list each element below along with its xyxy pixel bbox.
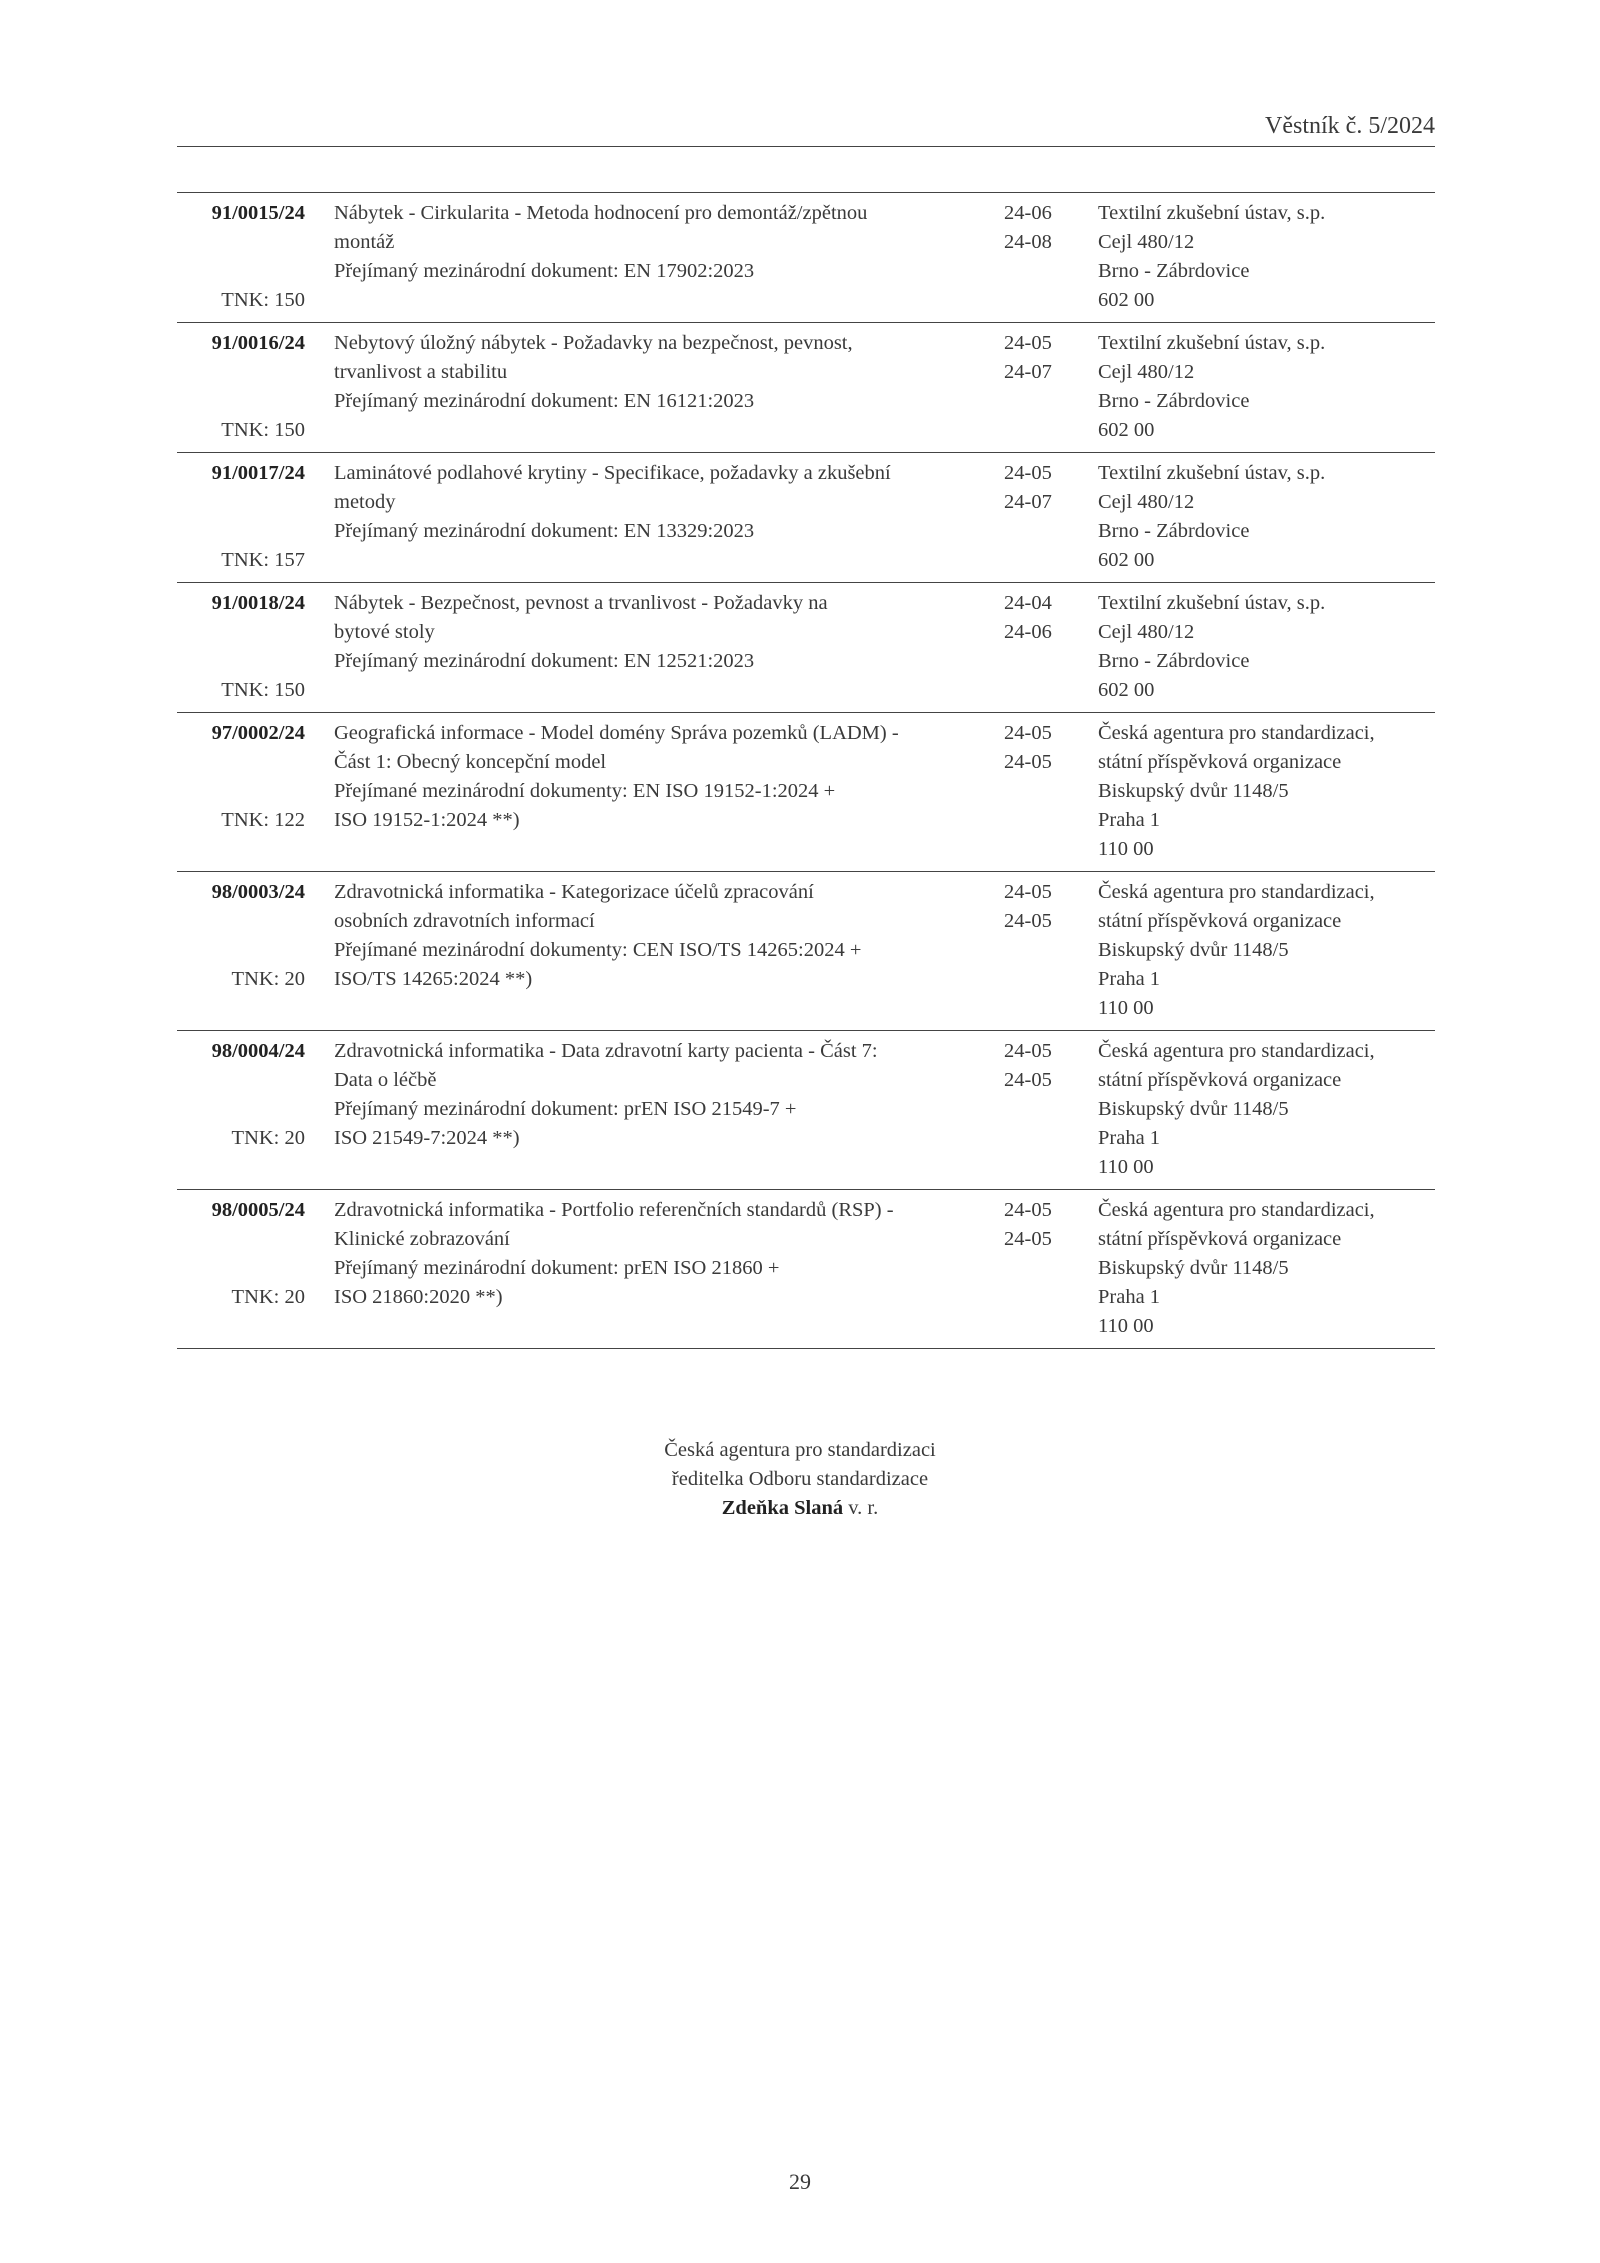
description-cell (334, 459, 999, 575)
address-line: Cejl 480/12 (1098, 491, 1195, 513)
tnk-label: TNK: 150 (221, 679, 305, 701)
tnk-label: TNK: 157 (221, 549, 305, 571)
signature-block (0, 1436, 1600, 1523)
dates-cell (1004, 589, 1064, 647)
address-line: Česká agentura pro standardizaci, (1098, 722, 1375, 744)
description-line: Část 1: Obecný koncepční model (334, 751, 607, 773)
description-line: Přejímaný mezinárodní dokument: prEN ISO 21860 + (334, 1257, 780, 1279)
description-cell (334, 719, 999, 864)
code-cell (177, 589, 305, 705)
address-line: Brno - Zábrdovice (1098, 260, 1250, 282)
description-line: Klinické zobrazování (334, 1228, 510, 1250)
address-line: Česká agentura pro standardizaci, (1098, 1199, 1375, 1221)
dates-cell (1004, 1196, 1064, 1254)
date-value: 24-06 (1004, 621, 1052, 643)
address-line: Brno - Zábrdovice (1098, 520, 1250, 542)
address-line: Praha 1 (1098, 1127, 1161, 1149)
address-line: Textilní zkušební ústav, s.p. (1098, 202, 1326, 224)
address-line: Praha 1 (1098, 809, 1161, 831)
code-cell (177, 329, 305, 445)
address-line: Textilní zkušební ústav, s.p. (1098, 592, 1326, 614)
description-line: Přejímaný mezinárodní dokument: EN 13329:2023 (334, 520, 755, 542)
code-cell (177, 459, 305, 575)
description-line: osobních zdravotních informací (334, 910, 595, 932)
date-value: 24-05 (1004, 751, 1052, 773)
signature-name: Zdeňka Slaná (721, 1497, 844, 1519)
description-line: Nábytek - Bezpečnost, pevnost a trvanlivost - Požadavky na (334, 592, 828, 614)
description-line: Přejímaný mezinárodní dokument: prEN ISO 21549-7 + (334, 1098, 797, 1120)
description-line: Přejímaný mezinárodní dokument: EN 16121:2023 (334, 390, 755, 412)
table-row (177, 1190, 1435, 1349)
address-line: Textilní zkušební ústav, s.p. (1098, 332, 1326, 354)
standard-code: 91/0015/24 (211, 202, 305, 224)
dates-cell (1004, 199, 1064, 257)
standard-code: 97/0002/24 (211, 722, 305, 744)
address-cell (1098, 1037, 1438, 1182)
dates-cell (1004, 719, 1064, 777)
date-value: 24-05 (1004, 881, 1052, 903)
description-line: Data o léčbě (334, 1069, 437, 1091)
date-value: 24-05 (1004, 332, 1052, 354)
address-cell (1098, 199, 1438, 315)
page-number: 29 (789, 2169, 811, 2194)
code-cell (177, 878, 305, 1023)
tnk-label: TNK: 20 (231, 1286, 305, 1308)
tnk-label: TNK: 122 (221, 809, 305, 831)
date-value: 24-05 (1004, 1228, 1052, 1250)
description-cell (334, 199, 999, 315)
address-line: Cejl 480/12 (1098, 621, 1195, 643)
address-line: Biskupský dvůr 1148/5 (1098, 1257, 1289, 1279)
description-line: Zdravotnická informatika - Data zdravotní karty pacienta - Část 7: (334, 1040, 878, 1062)
tnk-label: TNK: 150 (221, 289, 305, 311)
standard-code: 98/0004/24 (211, 1040, 305, 1062)
standards-table (177, 192, 1435, 1349)
table-row (177, 872, 1435, 1031)
address-line: státní příspěvková organizace (1098, 751, 1342, 773)
description-line: montáž (334, 231, 395, 253)
table-row (177, 1031, 1435, 1190)
address-line: 110 00 (1098, 997, 1154, 1019)
description-cell (334, 1037, 999, 1182)
date-value: 24-05 (1004, 1199, 1052, 1221)
address-line: státní příspěvková organizace (1098, 1069, 1342, 1091)
description-line: Přejímané mezinárodní dokumenty: CEN ISO/TS 14265:2024 + (334, 939, 862, 961)
address-line: 602 00 (1098, 289, 1155, 311)
address-line: státní příspěvková organizace (1098, 1228, 1342, 1250)
description-line: Nábytek - Cirkularita - Metoda hodnocení pro demontáž/zpětnou (334, 202, 868, 224)
address-cell (1098, 878, 1438, 1023)
date-value: 24-05 (1004, 722, 1052, 744)
code-cell (177, 719, 305, 864)
standard-code: 91/0016/24 (211, 332, 305, 354)
standard-code: 98/0003/24 (211, 881, 305, 903)
description-line: bytové stoly (334, 621, 435, 643)
address-cell (1098, 589, 1438, 705)
description-line: ISO 21549-7:2024 **) (334, 1127, 520, 1149)
description-line: Zdravotnická informatika - Kategorizace účelů zpracování (334, 881, 814, 903)
standard-code: 98/0005/24 (211, 1199, 305, 1221)
table-row (177, 323, 1435, 453)
description-line: Zdravotnická informatika - Portfolio referenčních standardů (RSP) - (334, 1199, 894, 1221)
signature-org: Česká agentura pro standardizaci (664, 1439, 936, 1461)
tnk-label: TNK: 20 (231, 968, 305, 990)
table-row (177, 453, 1435, 583)
date-value: 24-08 (1004, 231, 1052, 253)
address-line: 110 00 (1098, 1156, 1154, 1178)
address-line: Biskupský dvůr 1148/5 (1098, 939, 1289, 961)
signature-suffix: v. r. (843, 1497, 879, 1519)
standard-code: 91/0017/24 (211, 462, 305, 484)
address-line: Brno - Zábrdovice (1098, 650, 1250, 672)
date-value: 24-05 (1004, 1040, 1052, 1062)
dates-cell (1004, 1037, 1064, 1095)
address-cell (1098, 459, 1438, 575)
address-line: Cejl 480/12 (1098, 231, 1195, 253)
code-cell (177, 1196, 305, 1341)
address-line: 110 00 (1098, 1315, 1154, 1337)
address-line: 602 00 (1098, 419, 1155, 441)
address-cell (1098, 329, 1438, 445)
address-line: 602 00 (1098, 549, 1155, 571)
description-line: Přejímané mezinárodní dokumenty: EN ISO 19152-1:2024 + (334, 780, 836, 802)
address-line: Textilní zkušební ústav, s.p. (1098, 462, 1326, 484)
address-line: Česká agentura pro standardizaci, (1098, 881, 1375, 903)
bulletin-title: Věstník č. 5/2024 (1265, 113, 1435, 139)
address-line: Praha 1 (1098, 1286, 1161, 1308)
description-cell (334, 1196, 999, 1341)
standard-code: 91/0018/24 (211, 592, 305, 614)
address-line: Biskupský dvůr 1148/5 (1098, 780, 1289, 802)
date-value: 24-05 (1004, 462, 1052, 484)
date-value: 24-05 (1004, 910, 1052, 932)
dates-cell (1004, 878, 1064, 936)
signature-role: ředitelka Odboru standardizace (671, 1468, 929, 1490)
description-line: Nebytový úložný nábytek - Požadavky na bezpečnost, pevnost, (334, 332, 853, 354)
address-cell (1098, 1196, 1438, 1341)
table-row (177, 193, 1435, 323)
address-line: 110 00 (1098, 838, 1154, 860)
description-line: metody (334, 491, 396, 513)
dates-cell (1004, 329, 1064, 387)
address-line: Biskupský dvůr 1148/5 (1098, 1098, 1289, 1120)
date-value: 24-04 (1004, 592, 1052, 614)
date-value: 24-05 (1004, 1069, 1052, 1091)
date-value: 24-06 (1004, 202, 1052, 224)
dates-cell (1004, 459, 1064, 517)
tnk-label: TNK: 150 (221, 419, 305, 441)
address-line: Brno - Zábrdovice (1098, 390, 1250, 412)
description-line: ISO 19152-1:2024 **) (334, 809, 520, 831)
date-value: 24-07 (1004, 491, 1052, 513)
description-cell (334, 329, 999, 445)
address-line: 602 00 (1098, 679, 1155, 701)
address-cell (1098, 719, 1438, 864)
address-line: Česká agentura pro standardizaci, (1098, 1040, 1375, 1062)
description-line: trvanlivost a stabilitu (334, 361, 508, 383)
code-cell (177, 1037, 305, 1182)
description-line: ISO 21860:2020 **) (334, 1286, 503, 1308)
signature-name-line (0, 1494, 1600, 1523)
address-line: Praha 1 (1098, 968, 1161, 990)
description-cell (334, 878, 999, 1023)
description-line: Laminátové podlahové krytiny - Specifikace, požadavky a zkušební (334, 462, 891, 484)
address-line: Cejl 480/12 (1098, 361, 1195, 383)
description-cell (334, 589, 999, 705)
table-row (177, 583, 1435, 713)
table-row (177, 713, 1435, 872)
description-line: Přejímaný mezinárodní dokument: EN 12521:2023 (334, 650, 755, 672)
date-value: 24-07 (1004, 361, 1052, 383)
description-line: Geografická informace - Model domény Správa pozemků (LADM) - (334, 722, 899, 744)
description-line: ISO/TS 14265:2024 **) (334, 968, 533, 990)
address-line: státní příspěvková organizace (1098, 910, 1342, 932)
tnk-label: TNK: 20 (231, 1127, 305, 1149)
description-line: Přejímaný mezinárodní dokument: EN 17902:2023 (334, 260, 755, 282)
page-header (177, 112, 1435, 147)
code-cell (177, 199, 305, 315)
